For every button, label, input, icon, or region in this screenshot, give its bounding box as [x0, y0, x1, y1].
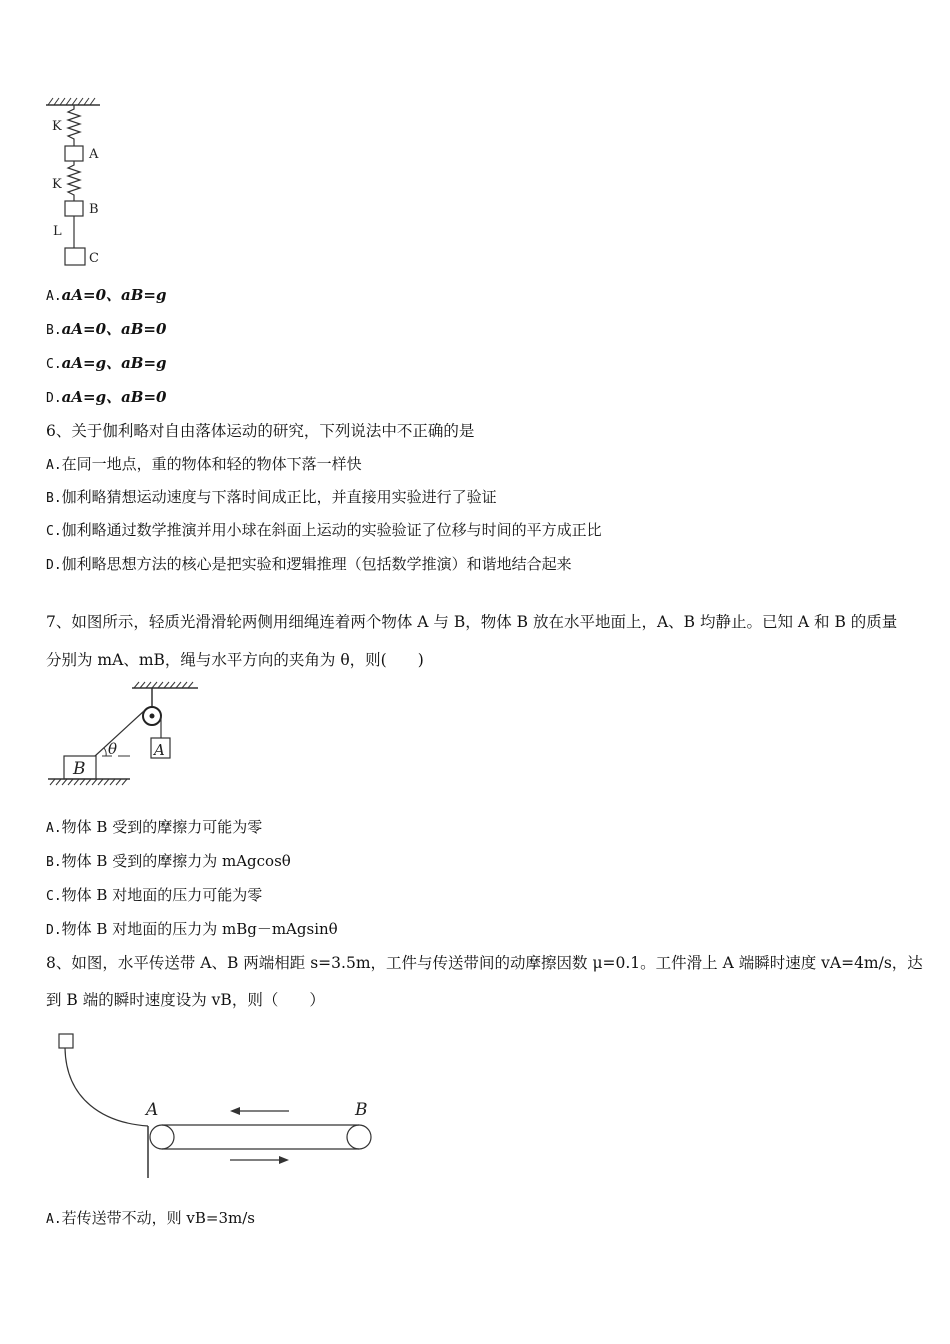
- q6-option-c-key: C.: [46, 524, 62, 539]
- q5-option-d: [46, 386, 166, 410]
- fig1-b-label: B: [89, 202, 99, 217]
- fig1-k2-label: K: [52, 177, 62, 192]
- fig2-a-label: A: [154, 741, 165, 759]
- q7-option-d-text: 物体 B 对地面的压力为 mBg－mAgsinθ: [61, 920, 338, 938]
- fig2-b-label: B: [73, 759, 86, 779]
- spring-block-figure: [40, 95, 160, 275]
- q7-option-d: [46, 918, 338, 942]
- q5-option-c-key: C.: [46, 357, 62, 372]
- fig3-a-label: A: [146, 1100, 159, 1120]
- q6-option-d-text: 伽利略思想方法的核心是把实验和逻辑推理（包括数学推演）和谐地结合起来: [61, 555, 572, 573]
- q6-stem: 6、关于伽利略对自由落体运动的研究，下列说法中不正确的是: [46, 422, 475, 440]
- q7-option-a-key: A.: [46, 821, 62, 836]
- fig2-theta-label: θ: [108, 740, 118, 758]
- q7-option-c-key: C.: [46, 889, 62, 904]
- q7-option-b-text: 物体 B 受到的摩擦力为 mAgcosθ: [61, 852, 291, 870]
- q6-option-a: [46, 453, 362, 477]
- q7-option-a-text: 物体 B 受到的摩擦力可能为零: [61, 818, 263, 836]
- fig1-k1-label: K: [52, 119, 62, 134]
- q6-option-c-text: 伽利略通过数学推演并用小球在斜面上运动的实验验证了位移与时间的平方成正比: [61, 521, 602, 539]
- conveyor-belt-figure: [44, 1030, 384, 1180]
- q6-option-a-text: 在同一地点，重的物体和轻的物体下落一样快: [61, 455, 362, 473]
- fig1-l-label: L: [53, 224, 62, 239]
- q5-option-a-key: A.: [46, 289, 62, 304]
- q7-option-d-key: D.: [46, 923, 62, 938]
- q6-option-b: [46, 486, 497, 510]
- q5-option-a-text: aA=0、aB=g: [61, 286, 167, 304]
- q5-option-c-text: aA=g、aB=g: [61, 354, 167, 372]
- q7-option-c: [46, 884, 262, 908]
- q6-option-b-text: 伽利略猜想运动速度与下落时间成正比，并直接用实验进行了验证: [61, 488, 497, 506]
- q6-option-c: [46, 519, 602, 543]
- fig1-c-label: C: [89, 251, 99, 266]
- q8-option-a-key: A.: [46, 1212, 62, 1227]
- q5-option-d-key: D.: [46, 391, 62, 406]
- q5-option-b-text: aA=0、aB=0: [61, 320, 167, 338]
- q7-option-c-text: 物体 B 对地面的压力可能为零: [61, 886, 263, 904]
- q5-option-d-text: aA=g、aB=0: [61, 388, 167, 406]
- fig1-a-label: A: [89, 147, 99, 162]
- fig3-b-label: B: [355, 1100, 368, 1120]
- q7-stem-line2: 分别为 mA、mB，绳与水平方向的夹角为 θ，则( ): [46, 651, 424, 669]
- q8-stem-line1: 8、如图，水平传送带 A、B 两端相距 s=3.5m，工件与传送带间的动摩擦因数 μ=0.1。工件滑上 A 端瞬时速度 vA=4m/s，达: [46, 954, 923, 972]
- q6-option-d: [46, 553, 572, 577]
- q7-option-b: [46, 850, 291, 874]
- pulley-figure: [44, 680, 214, 790]
- q5-option-b-key: B.: [46, 323, 62, 338]
- q6-option-b-key: B.: [46, 491, 62, 506]
- q5-option-b: [46, 318, 166, 342]
- q6-option-d-key: D.: [46, 558, 62, 573]
- q8-option-a: [46, 1207, 255, 1231]
- q7-option-b-key: B.: [46, 855, 62, 870]
- q7-option-a: [46, 816, 262, 840]
- q5-option-a: [46, 284, 166, 308]
- q8-option-a-text: 若传送带不动，则 vB=3m/s: [61, 1209, 256, 1227]
- q6-option-a-key: A.: [46, 458, 62, 473]
- q7-stem-line1: 7、如图所示，轻质光滑滑轮两侧用细绳连着两个物体 A 与 B，物体 B 放在水平地面上，A、B 均静止。已知 A 和 B 的质量: [46, 613, 898, 631]
- q8-stem-line2: 到 B 端的瞬时速度设为 vB，则（ ）: [46, 991, 325, 1009]
- q5-option-c: [46, 352, 167, 376]
